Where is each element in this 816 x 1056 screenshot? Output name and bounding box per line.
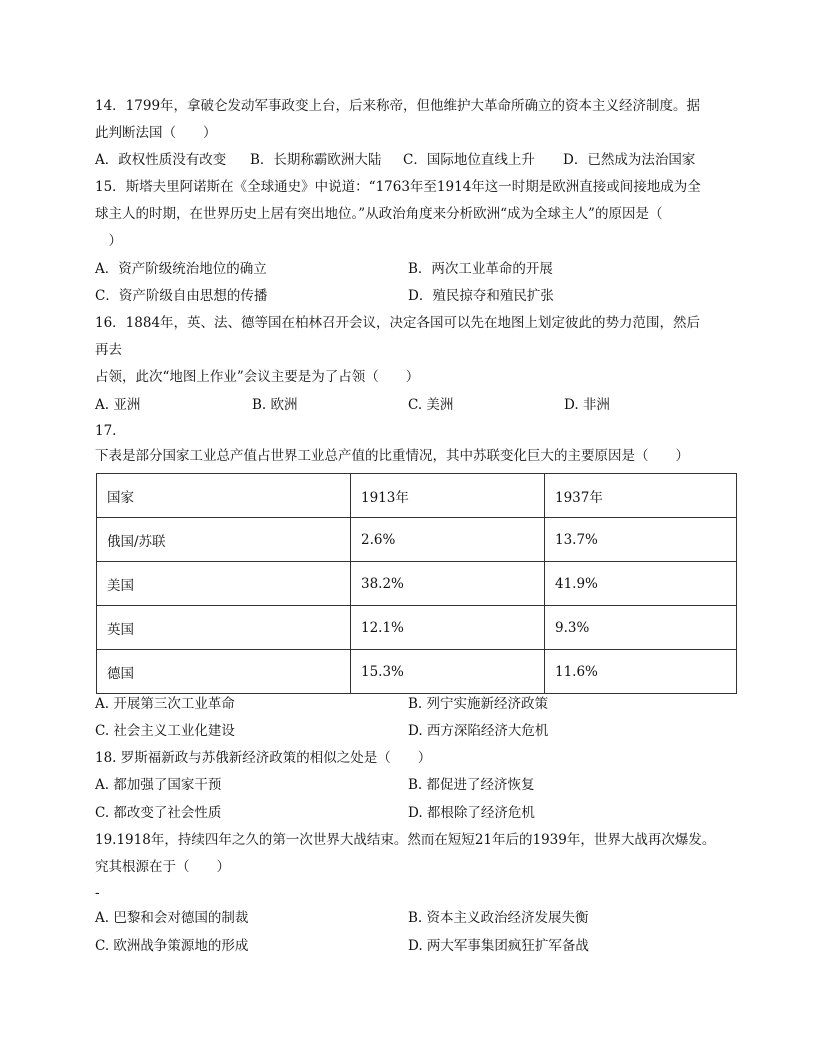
q17-option-a[interactable]: A. 开展第三次工业革命 bbox=[95, 696, 235, 712]
q19-option-a[interactable]: A. 巴黎和会对德国的制裁 bbox=[95, 910, 249, 926]
q16-option-d[interactable]: D. 非洲 bbox=[564, 397, 610, 413]
q16-option-c[interactable]: C. 美洲 bbox=[408, 397, 454, 413]
table-header-row bbox=[97, 474, 737, 518]
table-cell: 德国 bbox=[97, 650, 351, 694]
q16-stem-line3: 占领，此次“地图上作业”会议主要是为了占领（ ） bbox=[95, 369, 420, 385]
q15-option-d[interactable]: D．殖民掠夺和殖民扩张 bbox=[408, 288, 554, 304]
q15-stem-line2: 球主人的时期，在世界历史上居有突出地位。”从政治角度来分析欧洲“成为全球主人”的原因是（ bbox=[95, 206, 663, 222]
q17-option-c[interactable]: C. 社会主义工业化建设 bbox=[95, 723, 235, 739]
q18-option-b[interactable]: B. 都促进了经济恢复 bbox=[408, 777, 535, 793]
q17-option-b[interactable]: B. 列宁实施新经济政策 bbox=[408, 696, 549, 712]
table-row bbox=[97, 562, 737, 606]
q15-option-c[interactable]: C．资产阶级自由思想的传播 bbox=[95, 288, 268, 304]
table-cell: 12.1% bbox=[351, 606, 545, 650]
table-cell: 英国 bbox=[97, 606, 351, 650]
table-cell: 美国 bbox=[97, 562, 351, 606]
q17-stem: 下表是部分国家工业总产值占世界工业总产值的比重情况，其中苏联变化巨大的主要原因是（ ） bbox=[95, 448, 689, 464]
q19-option-d[interactable]: D. 两大军事集团疯狂扩军备战 bbox=[408, 938, 589, 954]
q16-option-b[interactable]: B. 欧洲 bbox=[252, 397, 298, 413]
q17-number: 17. bbox=[95, 423, 117, 439]
table-header-cell: 1913年 bbox=[351, 474, 545, 518]
q14-option-d[interactable]: D．已然成为法治国家 bbox=[563, 152, 696, 168]
table-cell: 13.7% bbox=[545, 518, 737, 562]
q14-option-b[interactable]: B．长期称霸欧洲大陆 bbox=[250, 152, 382, 168]
table-header-cell: 1937年 bbox=[545, 474, 737, 518]
q17-option-d[interactable]: D. 西方深陷经济大危机 bbox=[408, 723, 549, 739]
q19-option-b[interactable]: B. 资本主义政治经济发展失衡 bbox=[408, 910, 589, 926]
table-cell: 9.3% bbox=[545, 606, 737, 650]
table-header-cell: 国家 bbox=[97, 474, 351, 518]
q14-option-c[interactable]: C．国际地位直线上升 bbox=[403, 152, 535, 168]
q16-stem-line1: 16．1884年，英、法、德等国在柏林召开会议，决定各国可以先在地图上划定彼此的势力范围，然后 bbox=[95, 315, 701, 331]
q14-option-a[interactable]: A．政权性质没有改变 bbox=[95, 152, 227, 168]
table-row bbox=[97, 650, 737, 694]
table-row bbox=[97, 518, 737, 562]
q16-option-a[interactable]: A. 亚洲 bbox=[95, 397, 141, 413]
q15-option-b[interactable]: B．两次工业革命的开展 bbox=[408, 261, 553, 277]
table-cell: 俄国/苏联 bbox=[97, 518, 351, 562]
q19-stray-mark: - bbox=[95, 885, 100, 901]
q18-option-c[interactable]: C. 都改变了社会性质 bbox=[95, 805, 222, 821]
table-cell: 11.6% bbox=[545, 650, 737, 694]
q18-option-d[interactable]: D. 都根除了经济危机 bbox=[408, 805, 535, 821]
q15-option-a[interactable]: A．资产阶级统治地位的确立 bbox=[95, 261, 267, 277]
q19-stem-line2: 究其根源在于（ ） bbox=[95, 859, 230, 875]
q18-option-a[interactable]: A. 都加强了国家干预 bbox=[95, 777, 222, 793]
table-row bbox=[97, 606, 737, 650]
q15-stem-line1: 15．斯塔夫里阿诺斯在《全球通史》中说道：“1763年至1914年这一时期是欧洲直接或间接地成为全 bbox=[95, 179, 701, 195]
q16-stem-line2: 再去 bbox=[95, 342, 122, 358]
q17-table bbox=[96, 473, 737, 694]
q14-stem-line1: 14．1799年，拿破仑发动军事政变上台，后来称帝，但他维护大革命所确立的资本主义经济制度。据 bbox=[95, 98, 701, 114]
table-cell: 15.3% bbox=[351, 650, 545, 694]
q18-stem: 18. 罗斯福新政与苏俄新经济政策的相似之处是（ ） bbox=[95, 750, 432, 766]
q19-option-c[interactable]: C. 欧洲战争策源地的形成 bbox=[95, 938, 249, 954]
table-cell: 38.2% bbox=[351, 562, 545, 606]
q14-stem-line2: 此判断法国（ ） bbox=[95, 125, 217, 141]
table-cell: 41.9% bbox=[545, 562, 737, 606]
q19-stem-line1: 19.1918年，持续四年之久的第一次世界大战结束。然而在短短21年后的1939年，世界大战再次爆发。 bbox=[95, 832, 716, 848]
q15-stem-line3: ） bbox=[95, 233, 122, 249]
table-cell: 2.6% bbox=[351, 518, 545, 562]
